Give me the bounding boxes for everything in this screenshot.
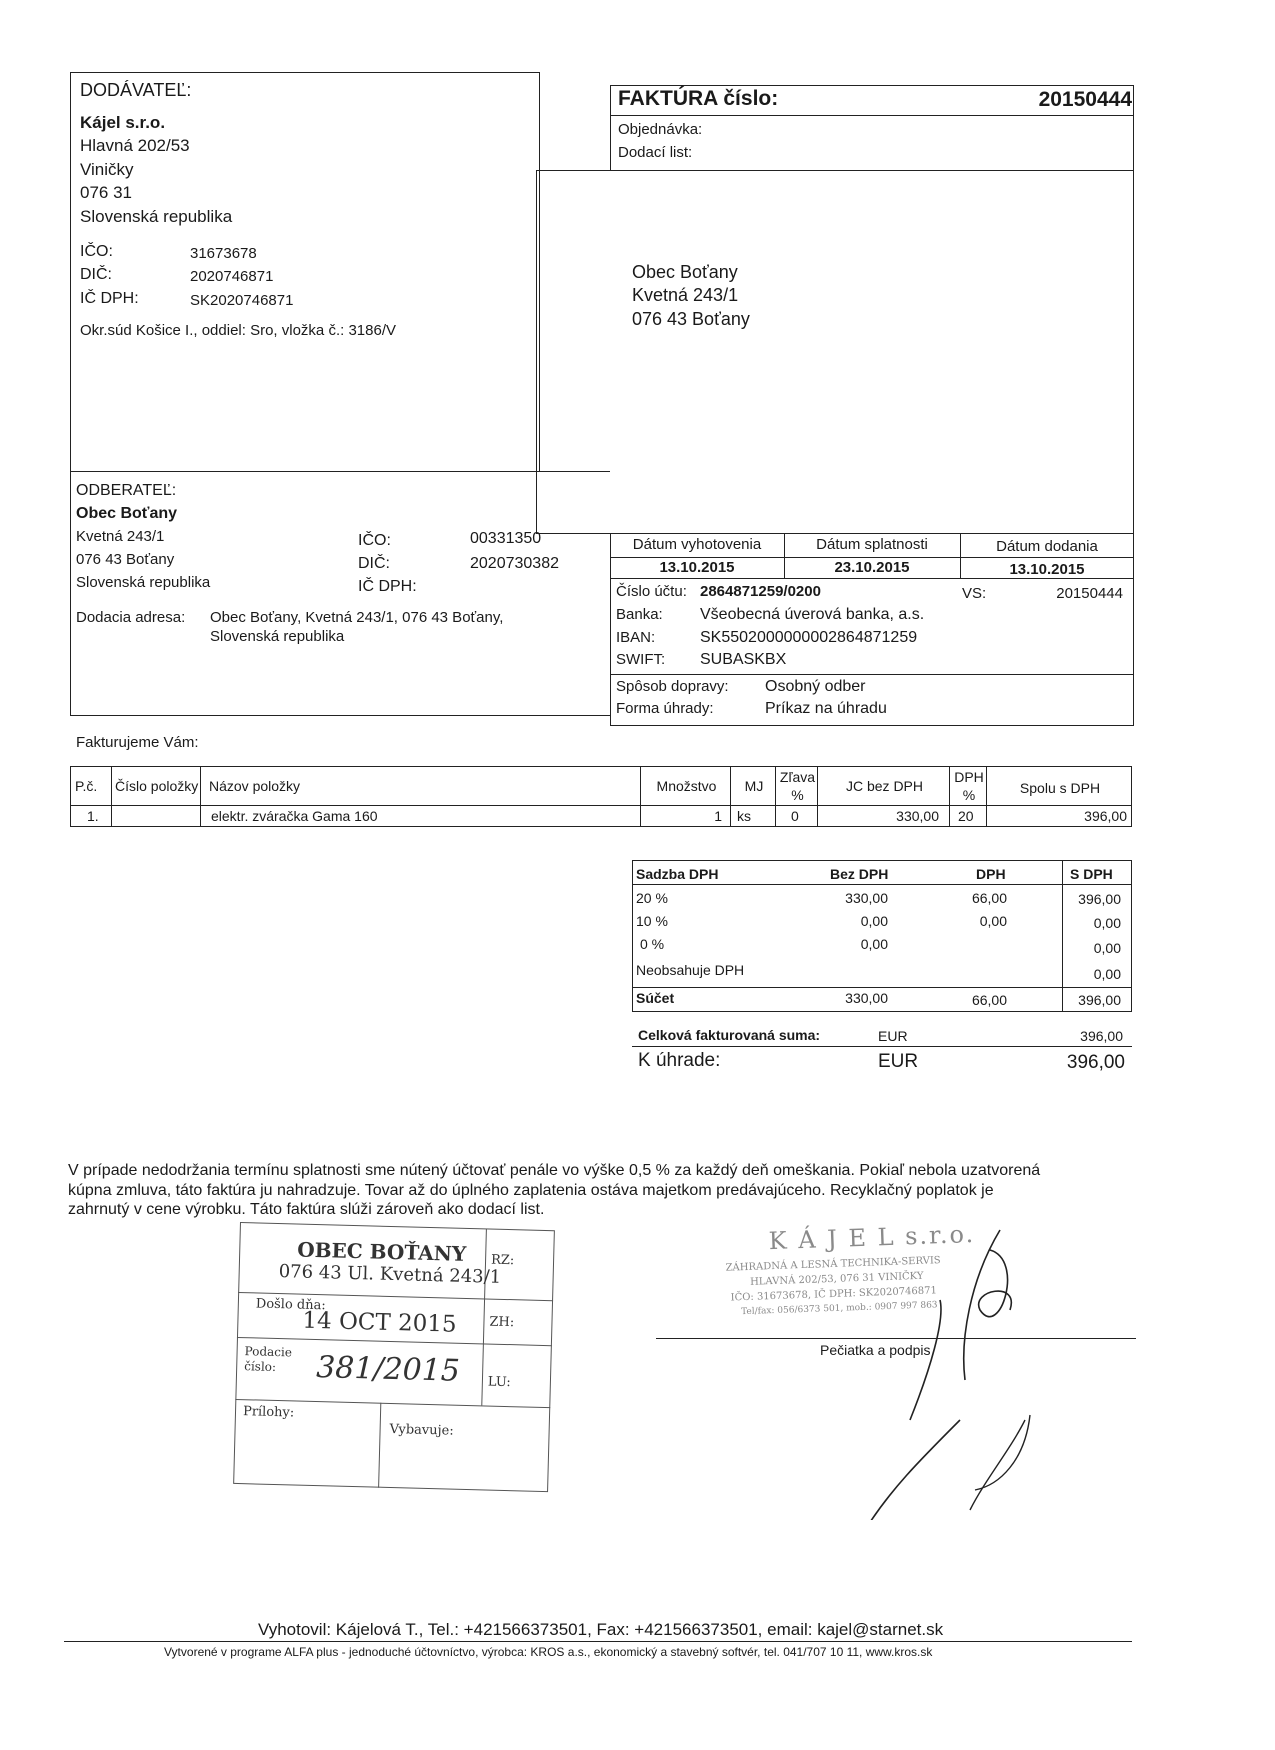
vat-header-divider: [632, 884, 1132, 885]
software-note: Vytvorené v programe ALFA plus - jednoduché účtovníctvo, výrobca: KROS a.s., ekonomický a stavebný softvér, tel. 041/707 10 11, www.kros.sk: [164, 1645, 933, 1659]
vat-amount: 0,00: [979, 913, 1007, 929]
vat-header-base: Bez DPH: [830, 866, 889, 882]
handled-by-label: Vybavuje:: [389, 1421, 454, 1439]
order-label: Objednávka:: [618, 121, 703, 138]
company-stamp-name: K Á J E L s.r.o.: [768, 1219, 976, 1256]
company-stamp-line1: ZÁHRADNÁ A LESNÁ TECHNIKA-SERVIS: [725, 1255, 941, 1274]
bank-name: Všeobecná úverová banka, a.s.: [700, 606, 925, 623]
customer-country: Slovenská republika: [76, 574, 211, 591]
customer-dic-label: DIČ:: [358, 555, 390, 572]
item-name: elektr. zváračka Gama 160: [211, 808, 378, 824]
customer-street: Kvetná 243/1: [76, 528, 165, 545]
received-stamp-title: OBEC BOŤANY: [296, 1237, 467, 1266]
customer-ico-label: IČO:: [358, 532, 391, 549]
dates-divider-1: [610, 557, 1134, 558]
vat-gross: 0,00: [1093, 915, 1121, 931]
supplier-street: Hlavná 202/53: [80, 136, 190, 155]
terms-line-3: zahrnutý v cene výrobku. Táto faktúra slúži zároveň ako dodací list.: [68, 1201, 545, 1218]
customer-ico: 00331350: [470, 530, 542, 547]
swift-label: SWIFT:: [616, 651, 666, 668]
items-bottom-rule: [70, 826, 1132, 827]
col-header-pc: P.č.: [70, 766, 112, 806]
vat-sum-base: 330,00: [845, 990, 888, 1006]
vat-base: 0,00: [860, 913, 888, 929]
customer-heading: ODBERATEĽ:: [76, 482, 177, 499]
attachments-label: Prílohy:: [242, 1404, 295, 1421]
vat-rate: Neobsahuje DPH: [636, 962, 745, 978]
due-date: 23.10.2015: [834, 559, 910, 576]
supplier-country: Slovenská republika: [80, 207, 233, 226]
item-vat: 20: [958, 808, 974, 824]
vat-rate: 10 %: [636, 913, 668, 929]
items-intro: Fakturujeme Vám:: [76, 734, 199, 751]
vat-gross: 0,00: [1093, 966, 1121, 982]
item-total: 396,00: [1084, 808, 1127, 824]
invoice-title: FAKTÚRA číslo:: [618, 87, 779, 110]
customer-name: Obec Boťany: [76, 505, 178, 522]
col-header-vat: DPH %: [949, 766, 987, 806]
received-date: 14 OCT 2015: [302, 1307, 457, 1338]
to-pay-value: 396,00: [1066, 1052, 1125, 1073]
supplier-zip: 076 31: [80, 183, 132, 202]
transport-label: Spôsob dopravy:: [616, 678, 729, 695]
col-header-total: Spolu s DPH: [986, 766, 1132, 806]
signature-label: Pečiatka a podpis: [820, 1342, 931, 1358]
delivery-date-label: Dátum dodania: [996, 538, 1098, 555]
customer-icdph-label: IČ DPH:: [358, 578, 417, 595]
vat-col-divider: [1062, 860, 1063, 1012]
item-pc: 1.: [87, 808, 99, 824]
vat-header-rate: Sadzba DPH: [636, 866, 719, 882]
transport-value: Osobný odber: [765, 678, 866, 695]
signature-drawing: [850, 1220, 1040, 1520]
total-invoiced-currency: EUR: [878, 1028, 908, 1044]
customer-dic: 2020730382: [470, 555, 559, 572]
registration-label-2: číslo:: [244, 1359, 277, 1374]
issue-date: 13.10.2015: [659, 559, 735, 576]
vat-base: 330,00: [845, 890, 888, 906]
supplier-heading: DODÁVATEĽ:: [80, 80, 192, 100]
bank-divider: [610, 674, 1134, 675]
recipient-window: [536, 170, 1134, 534]
vat-sum-gross: 396,00: [1078, 992, 1121, 1008]
recipient-street: Kvetná 243/1: [632, 285, 739, 305]
iban-label: IBAN:: [616, 629, 656, 646]
footer-rule: [64, 1641, 1132, 1642]
to-pay-label: K úhrade:: [638, 1050, 721, 1071]
vat-amount: 66,00: [971, 890, 1007, 906]
received-stamp: [233, 1222, 555, 1492]
company-stamp-line4: Tel/fax: 056/6373 501, mob.: 0907 997 863: [740, 1300, 938, 1318]
supplier-icdph-label: IČ DPH:: [80, 290, 139, 307]
dates-divider-2: [610, 578, 1134, 579]
vat-rate: 0 %: [640, 936, 665, 952]
zh-label: ZH:: [489, 1314, 515, 1331]
vat-rate: 20 %: [636, 890, 668, 906]
vs-value: 20150444: [1056, 585, 1123, 602]
item-qty: 1: [714, 808, 722, 824]
supplier-dic-label: DIČ:: [80, 266, 112, 283]
col-header-unit: MJ: [730, 766, 776, 806]
company-stamp-line2: HLAVNÁ 202/53, 076 31 VINIČKY: [749, 1270, 924, 1288]
delivery-note-label: Dodací list:: [618, 144, 693, 161]
item-discount: 0: [791, 808, 799, 824]
col-header-code: Číslo položky: [111, 766, 201, 806]
vat-sum-label: Súčet: [636, 990, 675, 1006]
vat-base: 0,00: [860, 936, 888, 952]
supplier-icdph: SK2020746871: [190, 292, 294, 309]
vat-sum-vat: 66,00: [971, 992, 1007, 1008]
bank-label: Banka:: [616, 606, 663, 623]
terms-line-1: V prípade nedodržania termínu splatnosti sme nútený účtovať penále vo výške 0,5 % za každý deň omeškania. Pokiaľ nebola uzatvorená: [68, 1162, 1041, 1179]
supplier-city: Viničky: [80, 160, 134, 179]
delivery-address-line1: Obec Boťany, Kvetná 243/1, 076 43 Boťany,: [210, 609, 504, 626]
col-header-price: JC bez DPH: [817, 766, 950, 806]
col-header-name: Názov položky: [200, 766, 641, 806]
terms-line-2: kúpna zmluva, táto faktúra ju nahradzuje. Tovar až do úplného zaplatenia ostáva majetkom predávajúceho. Recyklačný poplatok je: [68, 1182, 994, 1199]
account-number: 2864871259/0200: [700, 583, 821, 600]
due-date-label: Dátum splatnosti: [816, 536, 928, 553]
received-date-label: Došlo dňa:: [255, 1296, 326, 1314]
supplier-name: Kájel s.r.o.: [80, 113, 166, 132]
delivery-address-line2: Slovenská republika: [210, 628, 345, 645]
item-unit: ks: [737, 808, 751, 824]
supplier-ico: 31673678: [190, 245, 257, 262]
supplier-court: Okr.súd Košice I., oddiel: Sro, vložka č.: 3186/V: [80, 322, 396, 339]
registration-number: 381/2015: [315, 1350, 461, 1389]
vat-gross: 396,00: [1078, 891, 1121, 907]
delivery-address-label: Dodacia adresa:: [76, 609, 186, 626]
total-invoiced-label: Celková fakturovaná suma:: [638, 1027, 821, 1043]
vat-header-vat: DPH: [976, 866, 1006, 882]
account-label: Číslo účtu:: [616, 583, 687, 600]
delivery-date: 13.10.2015: [1009, 561, 1085, 578]
supplier-ico-label: IČO:: [80, 243, 113, 260]
recipient-name: Obec Boťany: [632, 262, 738, 282]
registration-label-1: Podacie: [244, 1344, 293, 1360]
lu-label: LU:: [487, 1374, 511, 1391]
vat-header-gross: S DPH: [1070, 866, 1113, 882]
customer-city: 076 43 Boťany: [76, 551, 175, 568]
payment-label: Forma úhrady:: [616, 700, 714, 717]
vs-label: VS:: [962, 585, 987, 602]
col-header-discount: Zľava %: [775, 766, 818, 806]
payment-value: Príkaz na úhradu: [765, 700, 887, 717]
invoice-number: 20150444: [1038, 88, 1132, 111]
received-stamp-address: 076 43 Ul. Kvetná 243/1: [278, 1261, 502, 1288]
to-pay-currency: EUR: [878, 1051, 919, 1072]
company-stamp-line3: IČO: 31673678, IČ DPH: SK2020746871: [730, 1285, 938, 1304]
vat-sum-divider: [632, 987, 1132, 988]
item-price: 330,00: [896, 808, 939, 824]
total-invoiced-rule: [632, 1046, 1132, 1047]
recipient-city: 076 43 Boťany: [632, 309, 750, 329]
col-header-qty: Množstvo: [640, 766, 731, 806]
supplier-dic: 2020746871: [190, 268, 274, 285]
vat-gross: 0,00: [1093, 940, 1121, 956]
invoice-title-divider: [610, 115, 1134, 116]
iban-value: SK5502000000002864871259: [700, 629, 918, 646]
issued-by: Vyhotovil: Kájelová T., Tel.: +421566373501, Fax: +421566373501, email: kajel@starnet.sk: [258, 1620, 944, 1639]
total-invoiced-value: 396,00: [1080, 1028, 1123, 1044]
swift-value: SUBASKBX: [700, 651, 787, 668]
rz-label: RZ:: [490, 1252, 515, 1269]
issue-date-label: Dátum vyhotovenia: [632, 536, 762, 553]
